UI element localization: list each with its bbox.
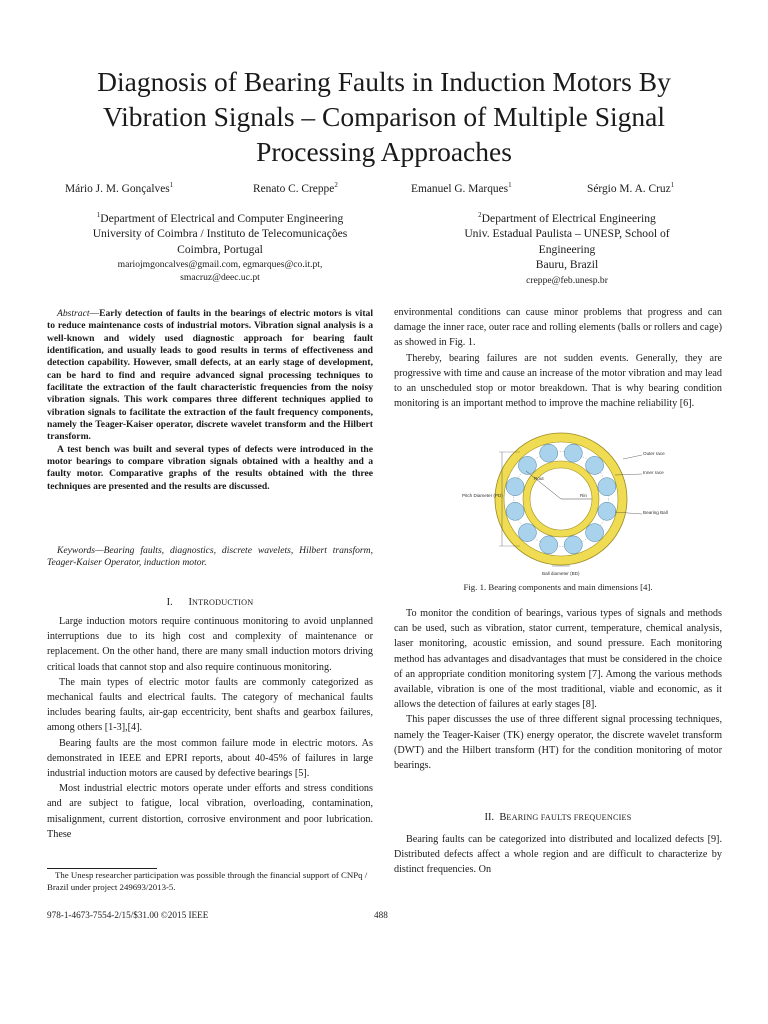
affiliation-sup: 2 (478, 211, 482, 219)
keywords (47, 545, 373, 570)
label-rin: Rin (580, 493, 587, 498)
paragraph: Bearing faults are the most common failure mode in electric motors. As demonstrated in IEEE and EPRI reports, about 40-45% of failures in large industrial induction motors are caused by defective bearings [5]. (47, 737, 373, 780)
affiliation-right (402, 208, 732, 287)
affiliation-sup: 1 (96, 211, 101, 219)
section-initial: B (499, 812, 507, 823)
paragraph: environmental conditions can cause minor problems that progress and can damage the inner race, outer race and rolling elements (balls or rollers and cage) as showed in Fig. 1. (394, 307, 722, 349)
author-2 (253, 181, 338, 195)
author-3 (411, 181, 512, 195)
affiliation-university: University of Coimbra / Instituto de Telecomunicações (92, 227, 348, 241)
paper-title (30, 64, 738, 169)
affiliation-email-1[interactable]: mariojmgoncalves@gmail.com, egmarques@co.it.pt, (117, 259, 323, 271)
bearing-ball (518, 524, 536, 542)
paragraph: Large induction motors require continuous monitoring to avoid unplanned interruptions due to its high cost and complexity of maintenance or replacement. On the other hand, there are many small induction motors driving critical loads that cannot stop and also require continuous monitoring. (47, 616, 373, 673)
affiliation-city: Coimbra, Portugal (177, 242, 263, 256)
affiliation-city: Bauru, Brazil (535, 258, 599, 272)
author-sup: 1 (169, 181, 174, 189)
section-numeral: I. (166, 597, 173, 608)
right-column-top (394, 305, 722, 411)
figure-bearing-diagram (460, 428, 672, 580)
outer-race-leader (623, 455, 642, 459)
author-sup: 2 (334, 181, 338, 189)
affiliation-email[interactable]: creppe@feb.unesp.br (526, 274, 608, 286)
abstract-label: Abstract (57, 308, 90, 319)
affiliation-school: Engineering (538, 242, 596, 256)
bearing-ball (564, 444, 582, 462)
paragraph: Thereby, bearing failures are not sudden events. Generally, they are progressive with time and cause an increase of the motor vibration and may lead to an unscheduled stop or motor breakdown. That is why bearing condition monitoring is an important method to improve the machine reliability [6]. (394, 352, 722, 410)
author-1 (65, 181, 173, 195)
label-ball-diameter: Ball diameter (BD) (542, 571, 580, 576)
affiliation-dept: Department of Electrical and Computer Engineering (100, 211, 344, 225)
bearing-ball (518, 456, 536, 474)
paragraph: The main types of electric motor faults are commonly categorized as mechanical faults and electrical faults. The category of mechanical faults includes bearing faults, air-gap eccentricity, bent shafts and gearbox failures, among others [1-3],[4]. (47, 676, 373, 734)
paragraph: Most industrial electric motors operate under efforts and stress conditions and are subject to fatigue, local vibration, overloading, contamination, misalignment, current distortion, corrosive environment and poor lubrication. These (47, 783, 373, 840)
bearing-ball (586, 456, 604, 474)
title-line-3: Processing Approaches (256, 136, 512, 167)
title-line-1: Diagnosis of Bearing Faults in Induction Motors By (97, 66, 671, 97)
section-heading-introduction (47, 597, 373, 608)
affiliation-dept: Department of Electrical Engineering (481, 211, 656, 225)
footnote: The Unesp researcher participation was possible through the financial support of CNPq / Brazil under project 249693/2013-5. (47, 870, 368, 892)
section-heading-bearing-faults (394, 812, 722, 823)
bearing-ball (506, 502, 524, 520)
label-inner-race: Inner race (643, 470, 664, 475)
right-column-bottom (394, 606, 722, 773)
label-pitch-diameter: Pitch Diameter (PD) (462, 493, 503, 498)
right-column-last (394, 832, 722, 878)
author-name: Emanuel G. Marques (411, 182, 509, 195)
label-rout: Rout (534, 476, 544, 481)
bearing-ball (540, 444, 558, 462)
footnote-rule (47, 868, 157, 869)
label-outer-race: Outer race (643, 451, 665, 456)
affiliation-university: Univ. Estadual Paulista – UNESP, School of (464, 227, 670, 241)
bearing-ball (586, 524, 604, 542)
section-rest: NTRODUCTION (192, 598, 254, 607)
abstract (47, 308, 373, 493)
bearing-ball (598, 478, 616, 496)
keywords-text: Bearing faults, diagnostics, discrete wavelets, Hilbert transform, Teager-Kaiser Operator, induction motor. (47, 545, 373, 569)
author-name: Mário J. M. Gonçalves (65, 182, 170, 195)
page-footer-isbn: 978-1-4673-7554-2/15/$31.00 ©2015 IEEE (47, 910, 209, 920)
keywords-dash: — (95, 545, 104, 556)
author-sup: 1 (670, 181, 675, 189)
left-column-body (47, 614, 373, 840)
figure-caption: Fig. 1. Bearing components and main dimensions [4]. (463, 582, 653, 592)
title-line-2: Vibration Signals – Comparison of Multiple Signal (102, 101, 666, 132)
paragraph: To monitor the condition of bearings, various types of signals and methods can be used, such as vibration, stator current, temperature, chemical analysis, laser monitoring, acoustic emission, and sound pressure. Each monitoring method has advantages and disadvantages that must be considered in the choice of an appropriate condition monitoring system [7]. Among the various methods available, vibration is one of the most traditional, viable and economic, as it allows the detection of failures at early stages [8]. (394, 608, 722, 711)
affiliation-left (40, 208, 400, 284)
bearing-ball (506, 478, 524, 496)
section-rest: EARING FAULTS FREQUENCIES (506, 813, 632, 822)
bearing-ball (564, 536, 582, 554)
author-sup: 1 (508, 181, 512, 189)
paragraph: Bearing faults can be categorized into distributed and localized defects [9]. Distributed defects affect a whole region and are difficult to characterize by distinct frequencies. On (394, 834, 722, 876)
abstract-paragraph-2: A test bench was built and several types of defects were introduced in the motor bearings to compare vibration signals obtained with a healthy and a faulty motor. Comparative graphs of the results obtained with the three techniques are presented and the results are discussed. (47, 443, 373, 492)
author-name: Sérgio M. A. Cruz (587, 182, 671, 195)
affiliation-email-2[interactable]: smacruz@deec.uc.pt (180, 272, 260, 284)
author-name: Renato C. Creppe (253, 182, 335, 195)
keywords-label: Keywords (57, 545, 96, 556)
paragraph: This paper discusses the use of three different signal processing techniques, namely the Teager-Kaiser (TK) energy operator, the discrete wavelet transform (DWT) and the Hilbert transform (HT) for the condition monitoring of motor bearings. (394, 714, 722, 772)
label-bearing-ball: Bearing Ball (643, 510, 668, 515)
author-4 (587, 181, 674, 195)
page-number: 488 (374, 910, 388, 920)
section-initial: I (188, 597, 193, 608)
bearing-ball (598, 502, 616, 520)
section-numeral: II. (484, 812, 495, 823)
abstract-paragraph-1: Early detection of faults in the bearings of electric motors is vital to reduce maintenance costs of industrial motors. Vibration signal analysis is a well-known and widely used diagnostic approach for bearing fault identification, and usually leads to good results in terms of effectiveness and detection capability. However, small defects, at an early stage of development, can be hard to find and require advanced signal processing techniques to facilitate the extraction of the fault characteristic frequencies from the noisy vibration signals. This work compares three different techniques applied to vibration signals to facilitate the extraction of the fault frequency components, namely the Teager-Kaiser operator, discrete wavelet transform and the Hilbert transform. (47, 308, 373, 443)
abstract-dash: — (89, 308, 100, 319)
bearing-ball (540, 536, 558, 554)
